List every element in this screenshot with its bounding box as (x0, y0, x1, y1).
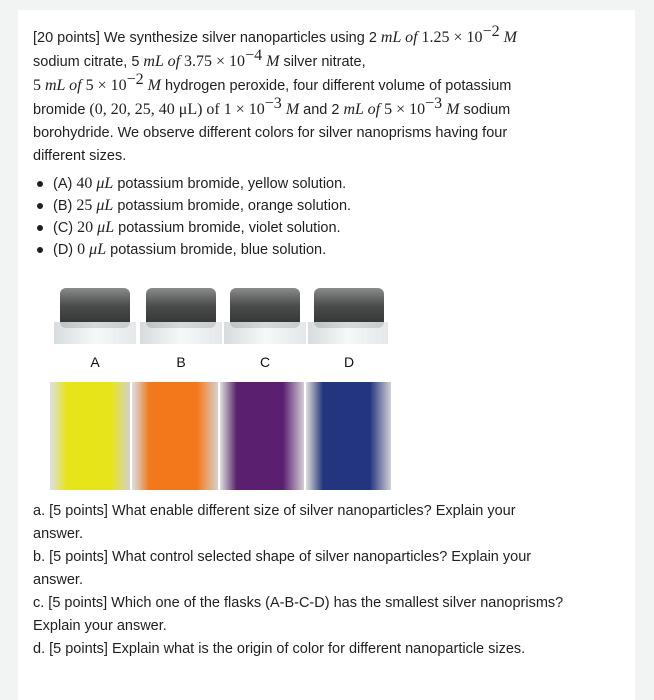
vial-c-label: C (259, 354, 271, 370)
solution-options-list (33, 173, 623, 261)
vial-c-neck (224, 322, 306, 344)
statement-line-5: borohydride. We observe different colors for silver nanoprisms having four (33, 125, 508, 141)
vial-a-liquid (50, 382, 130, 490)
vials-photo (40, 278, 391, 490)
vial-c-liquid (220, 382, 304, 490)
vial-b-liquid (132, 382, 218, 490)
question-a-cont: answer. (33, 526, 83, 542)
vial-a-label: A (90, 354, 100, 370)
problem-statement (33, 23, 623, 168)
question-list (33, 500, 633, 661)
vial-a-neck (54, 322, 136, 344)
vial-d-label: D (343, 354, 355, 370)
statement-line-1: [20 points] We synthesize silver nanoparticles using 2 mL of $1.25 \times 10^{-2}$ M (33, 23, 517, 46)
vial-d-liquid (306, 382, 391, 490)
question-c-cont: Explain your answer. (33, 618, 167, 634)
statement-line-2: sodium citrate, 5 mL of $3.75 \times 10^{-4}$ M silver nitrate, (33, 47, 366, 70)
question-b: b. [5 points] What control selected shape of silver nanoparticles? Explain your (33, 549, 532, 565)
option-c: (C) 20 μL potassium bromide, violet solution. (33, 217, 623, 239)
vial-b-neck (140, 322, 222, 344)
statement-line-4: bromide (0, 20, 25, 40 μL) of $1 \times 10^{-3}$ M and 2 mL of $5 \times 10^{-3}$ M sodium (33, 95, 511, 118)
statement-line-3: 5 mL of $5 \times 10^{-2}$ M hydrogen peroxide, four different volume of potassium (33, 71, 512, 94)
option-a: (A) 40 μL potassium bromide, yellow solution. (33, 173, 623, 195)
question-card (18, 10, 635, 700)
question-b-cont: answer. (33, 572, 83, 588)
question-d: d. [5 points] Explain what is the origin of color for different nanoparticle sizes. (33, 641, 526, 657)
question-c: c. [5 points] Which one of the flasks (A-B-C-D) has the smallest silver nanoprisms? (33, 595, 564, 611)
vial-d-neck (308, 322, 388, 344)
statement-line-6: different sizes. (33, 148, 127, 164)
option-d: (D) 0 μL potassium bromide, blue solution. (33, 239, 623, 261)
option-b: (B) 25 μL potassium bromide, orange solution. (33, 195, 623, 217)
question-a: a. [5 points] What enable different size of silver nanoparticles? Explain your (33, 503, 516, 519)
vial-b-label: B (176, 354, 186, 370)
